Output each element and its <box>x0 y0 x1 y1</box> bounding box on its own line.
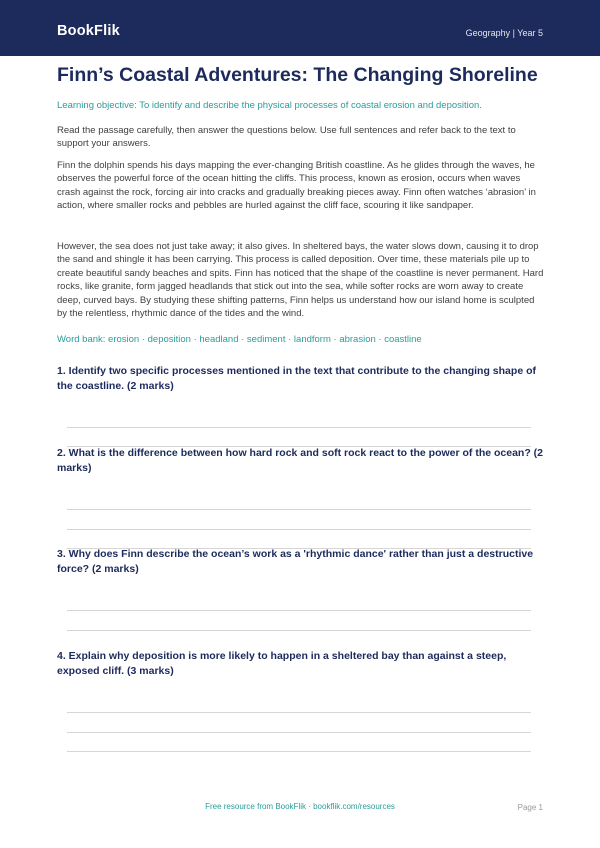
passage-paragraph-1: Finn the dolphin spends his days mapping the ever-changing British coastline. As he glides through the waves, he observes the powerful force of the ocean hitting the cliffs. This process, known as erosion, occurs when waves crash against the rock, forcing air into cracks and gradually breaking pieces away. Finn often watches ‘abrasion’ in action, where smaller rocks and pebbles are hurled against the cliff face, scouring it like sandpaper. <box>57 160 536 212</box>
question-1: 1. Identify two specific processes mentioned in the text that contribute to the changing shape of the coastline. (2 marks) <box>57 365 536 392</box>
answer-line[interactable] <box>67 427 531 428</box>
answer-line[interactable] <box>67 610 531 611</box>
answer-line[interactable] <box>67 712 531 713</box>
question-4: 4. Explain why deposition is more likely to happen in a sheltered bay than against a steep, exposed cliff. (3 marks) <box>57 650 507 677</box>
word-bank: Word bank: erosion · deposition · headland · sediment · landform · abrasion · coastline <box>57 334 422 345</box>
question-3: 3. Why does Finn describe the ocean’s work as a 'rhythmic dance' rather than just a destructive force? (2 marks) <box>57 548 534 575</box>
page-number: Page 1 <box>517 803 543 812</box>
brand-logo[interactable]: BookFlik <box>57 23 120 39</box>
answer-line[interactable] <box>67 509 531 510</box>
subject-year-label: Geography | Year 5 <box>465 28 543 38</box>
answer-line[interactable] <box>67 630 531 631</box>
page-title: Finn’s Coastal Adventures: The Changing Shoreline <box>57 64 538 86</box>
footer-resource-link[interactable]: Free resource from BookFlik · bookflik.com/resources <box>205 802 395 811</box>
learning-objective: Learning objective: To identify and describe the physical processes of coastal erosion and deposition. <box>57 100 482 111</box>
instructions: Read the passage carefully, then answer the questions below. Use full sentences and refer back to the text to support your answers. <box>57 125 516 150</box>
question-2: 2. What is the difference between how hard rock and soft rock react to the power of the ocean? (2 marks) <box>57 447 544 474</box>
answer-line[interactable] <box>67 751 531 752</box>
answer-line[interactable] <box>67 529 531 530</box>
passage-paragraph-2: However, the sea does not just take away; it also gives. In sheltered bays, the water slows down, causing it to drop the sand and shingle it has been carrying. This process is called deposition. Over time, these materials pile up to create beautiful sandy beaches and spits. Finn has noticed that the shape of the coastline is never permanent. Hard rocks, like granite, form jagged headlands that stick out into the sea, while softer rocks are worn away to create deep, curved bays. By studying these shifting patterns, Finn helps us understand how our island home is sculpted by the relentless, rhythmic dance of the tides and the wind. <box>57 241 544 320</box>
page-header <box>0 0 600 56</box>
answer-line[interactable] <box>67 732 531 733</box>
